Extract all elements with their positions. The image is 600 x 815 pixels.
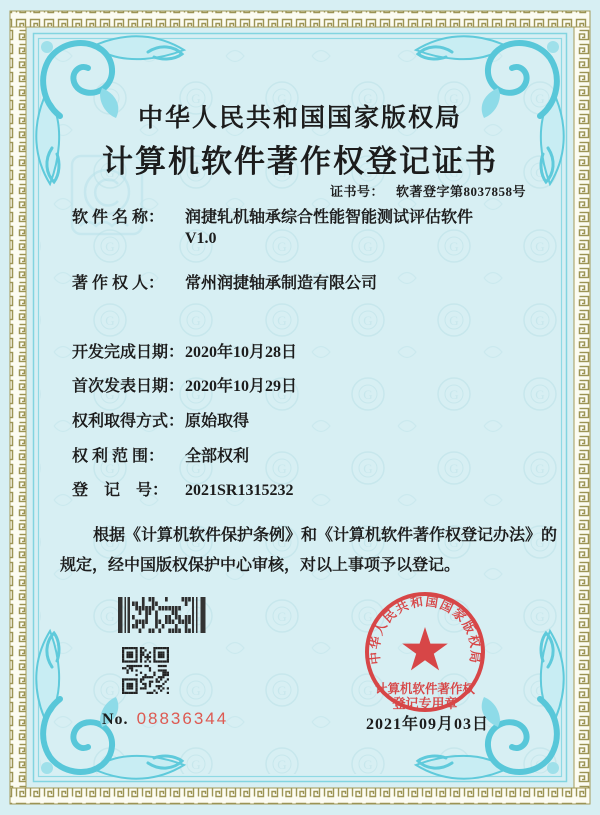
seal-ring-text: 中华人民共和国国家版权局 [367,594,483,666]
registration-number: 2021SR1315232 [185,482,294,499]
serial-label: No. [102,711,129,728]
serial-number-line [102,709,228,729]
field-label: 软 件 名 称： [72,209,165,226]
field-value [185,207,473,249]
statement-line-2: 规定，经中国版权保护中心审核，对以上事项予以登记。 [60,557,461,574]
software-name: 润捷轧机轴承综合性能智能测试评估软件 [185,209,474,226]
field-label: 首次发表日期： [72,378,185,395]
certificate-number-value: 软著登字第8037858号 [395,184,526,199]
seal-star-icon [402,627,448,670]
seal-text-line1: 计算机软件著作权 [374,682,476,696]
qr-code [122,647,169,694]
field-value: 原始取得 [185,413,250,430]
field-value: 全部权利 [185,448,250,465]
field-label: 登 记 号： [72,482,169,499]
pdf417-barcode [118,597,206,633]
field-label: 著 作 权 人： [72,275,165,292]
certificate-title: 计算机软件著作权登记证书 [102,144,498,179]
statement-line-1: 根据《计算机软件保护条例》和《计算机软件著作权登记办法》的 [93,527,558,544]
field-row-copyright-owner [72,273,542,294]
certificate-number-line [330,181,526,200]
field-row-registration-number [72,480,542,501]
field-row-software-name [72,207,542,249]
field-value: 2020年10月28日 [185,344,298,361]
certificate-number-label: 证书号： [329,184,384,199]
issuing-authority: 中华人民共和国国家版权局 [137,105,462,132]
field-row-first-publish-date [72,376,542,397]
field-row-rights-acquisition [72,411,542,432]
field-label: 权 利 范 围： [72,448,165,465]
serial-number: 08836344 [136,709,229,728]
official-seal [340,567,510,737]
seal-text-line2: 登记专用章 [392,696,458,711]
issue-date: 2021年09月03日 [366,716,490,733]
software-version: V1.0 [185,230,217,247]
field-value: 2020年10月29日 [185,378,298,395]
field-value: 常州润捷轴承制造有限公司 [185,275,378,292]
field-row-dev-complete-date [72,342,542,363]
field-label: 权利取得方式： [72,413,185,430]
field-label: 开发完成日期： [72,344,185,361]
field-row-rights-scope [72,446,542,467]
